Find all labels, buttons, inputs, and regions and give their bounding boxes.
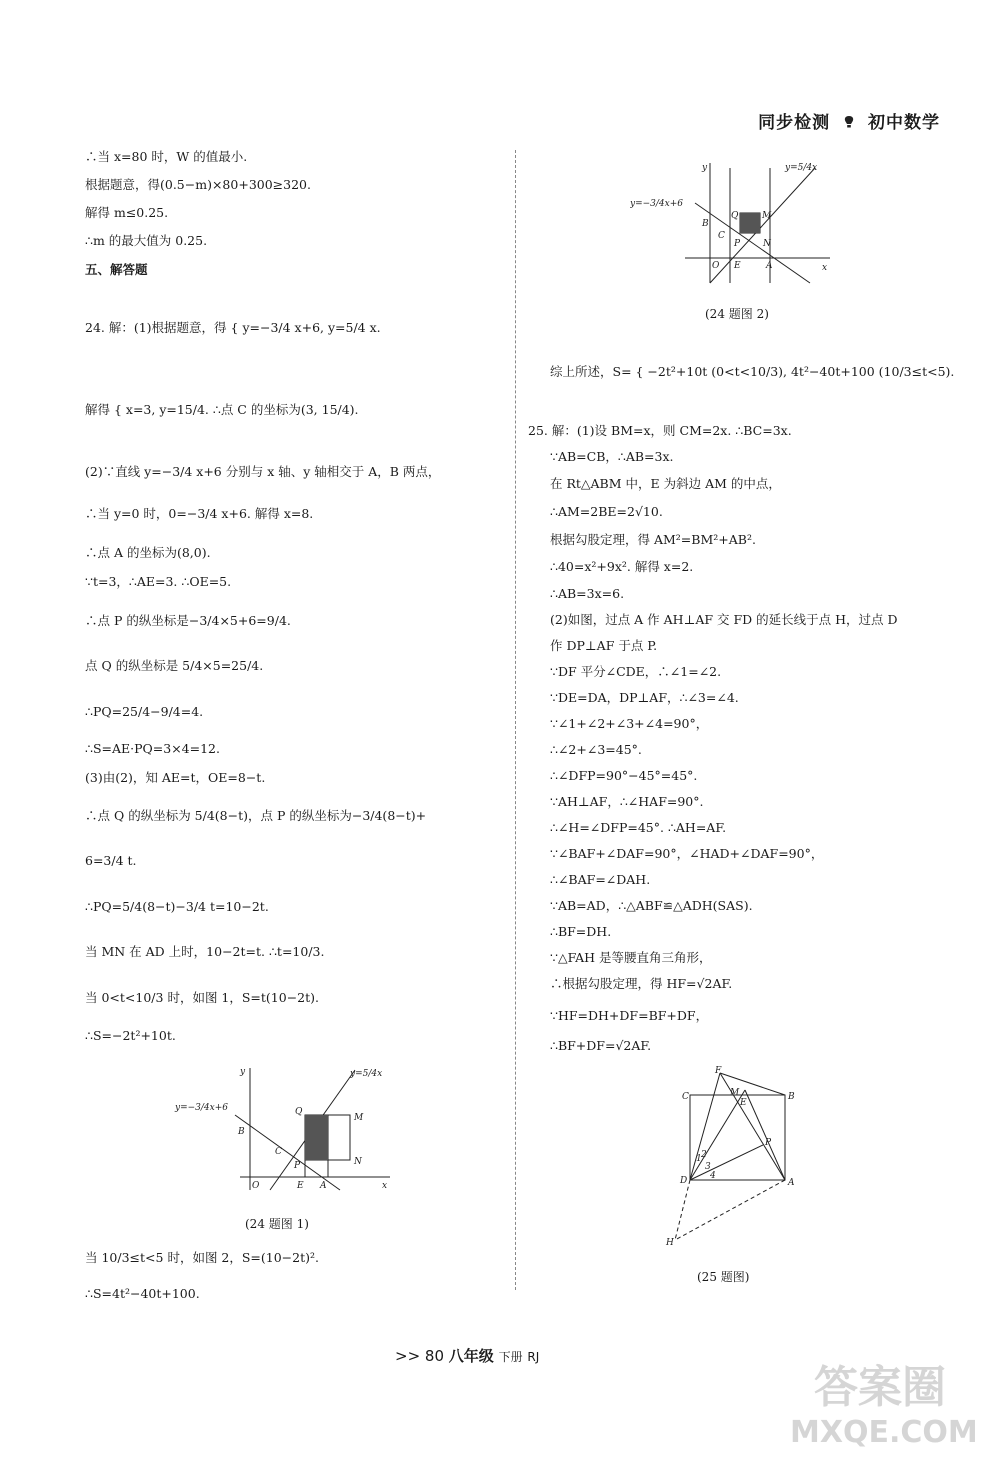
text-line: ∵DF 平分∠CDE，∴∠1=∠2.	[550, 664, 722, 679]
svg-text:2: 2	[701, 1150, 707, 1160]
text-line: ∴∠H=∠DFP=45°. ∴AH=AF.	[550, 820, 727, 835]
text-line: ∴40=x²+9x². 解得 x=2.	[550, 559, 694, 574]
figure-25-caption: (25 题图)	[697, 1270, 750, 1284]
text-line: 作 DP⊥AF 于点 P.	[550, 638, 658, 653]
text-line: ∴S=AE·PQ=3×4=12.	[85, 741, 220, 756]
figure-24-1	[170, 1060, 400, 1195]
header-series-title: 同步检测	[758, 113, 831, 133]
volume-label: 下册	[498, 1350, 523, 1364]
text-line: ∴当 x=80 时，W 的值最小.	[85, 149, 248, 164]
svg-text:1: 1	[696, 1154, 702, 1164]
svg-text:M: M	[354, 1113, 364, 1123]
svg-text:y: y	[702, 163, 708, 173]
text-line: 根据勾股定理，得 AM²=BM²+AB².	[550, 532, 756, 547]
svg-text:B: B	[702, 219, 709, 229]
footer-arrows: >>	[395, 1347, 421, 1365]
text-line: ∵∠BAF+∠DAF=90°，∠HAD+∠DAF=90°，	[550, 846, 824, 861]
text-line: (3)由(2)，知 AE=t，OE=8−t.	[85, 770, 266, 785]
svg-text:B: B	[238, 1127, 245, 1137]
watermark	[790, 1351, 978, 1461]
edition-label: RJ	[527, 1350, 540, 1364]
text-line: 24. 解：(1)根据题意，得 { y=−3/4 x+6, y=5/4 x.	[85, 320, 381, 335]
watermark-url: MXQE.COM	[790, 1415, 978, 1450]
text-line: 当 0<t<10/3 时，如图 1，S=t(10−2t).	[85, 990, 320, 1005]
figure-24-2-caption: (24 题图 2)	[705, 307, 769, 321]
text-line: ∴∠BAF=∠DAH.	[550, 872, 651, 887]
text-line: ∵DE=DA，DP⊥AF，∴∠3=∠4.	[550, 690, 739, 705]
svg-text:N: N	[354, 1157, 362, 1167]
section-heading: 五、解答题	[85, 262, 148, 277]
svg-text:M: M	[762, 211, 772, 221]
svg-text:x: x	[822, 263, 828, 273]
svg-text:P: P	[765, 1138, 772, 1148]
text-line: ∵AH⊥AF，∴∠HAF=90°.	[550, 794, 704, 809]
text-line: 解得 m≤0.25.	[85, 205, 169, 220]
text-line: 点 Q 的纵坐标是 5/4×5=25/4.	[85, 658, 264, 673]
text-line: ∴BF=DH.	[550, 924, 612, 939]
svg-text:O: O	[252, 1181, 260, 1191]
text-line: ∵△FAH 是等腰直角三角形，	[550, 950, 712, 965]
text-line: ∵AB=AD，∴△ABF≌△ADH(SAS).	[550, 898, 753, 913]
watermark-logo-text: 答案圈	[814, 1362, 946, 1413]
line1-label: y=−3/4x+6	[630, 199, 683, 209]
svg-text:P: P	[734, 239, 741, 249]
svg-text:E: E	[297, 1181, 304, 1191]
text-line: (2)∵直线 y=−3/4 x+6 分别与 x 轴、y 轴相交于 A，B 两点，	[85, 464, 441, 479]
text-line: 解得 { x=3, y=15/4. ∴点 C 的坐标为(3, 15/4).	[85, 402, 359, 417]
text-line: 根据题意，得(0.5−m)×80+300≥320.	[85, 177, 311, 192]
svg-text:B: B	[788, 1092, 795, 1102]
svg-text:N: N	[763, 239, 771, 249]
text-line: ∴∠2+∠3=45°.	[550, 742, 642, 757]
svg-text:M: M	[730, 1088, 740, 1098]
text-line: (2)如图，过点 A 作 AH⊥AF 交 FD 的延长线于点 H，过点 D	[550, 612, 898, 627]
text-line: ∵t=3，∴AE=3. ∴OE=5.	[85, 574, 232, 589]
text-line: ∴S=4t²−40t+100.	[85, 1286, 200, 1301]
text-line: ∴BF+DF=√2AF.	[550, 1038, 652, 1053]
text-line: ∴点 P 的纵坐标是−3/4×5+6=9/4.	[85, 613, 291, 628]
grade-label: 八年级	[448, 1347, 494, 1365]
text-line: ∴PQ=25/4−9/4=4.	[85, 704, 204, 719]
svg-text:D: D	[680, 1176, 688, 1186]
text-line: ∴当 y=0 时，0=−3/4 x+6. 解得 x=8.	[85, 506, 314, 521]
header-subject-title: 初中数学	[868, 113, 940, 133]
svg-text:H: H	[666, 1238, 674, 1248]
figure-24-1-caption: (24 题图 1)	[245, 1217, 309, 1231]
text-line: ∴AM=2BE=2√10.	[550, 504, 663, 519]
svg-text:C: C	[718, 231, 725, 241]
svg-text:O: O	[712, 261, 720, 271]
text-line: ∴PQ=5/4(8−t)−3/4 t=10−2t.	[85, 899, 269, 914]
svg-text:A: A	[320, 1181, 327, 1191]
svg-text:Q: Q	[295, 1107, 303, 1117]
text-line: ∴m 的最大值为 0.25.	[85, 233, 208, 248]
svg-text:C: C	[275, 1147, 282, 1157]
line2-label: y=5/4x	[785, 163, 818, 173]
lightbulb-icon	[843, 115, 855, 129]
text-line: ∴AB=3x=6.	[550, 586, 625, 601]
svg-text:E: E	[740, 1098, 747, 1108]
svg-text:C: C	[682, 1092, 689, 1102]
text-line: ∵HF=DH+DF=BF+DF，	[550, 1008, 709, 1023]
text-line: ∴根据勾股定理，得 HF=√2AF.	[550, 976, 733, 991]
figure-25	[660, 1065, 800, 1250]
svg-text:4: 4	[710, 1171, 716, 1181]
text-line: ∴S=−2t²+10t.	[85, 1028, 176, 1043]
svg-text:x: x	[382, 1181, 388, 1191]
text-line: 当 MN 在 AD 上时，10−2t=t. ∴t=10/3.	[85, 944, 325, 959]
svg-text:y: y	[240, 1067, 246, 1077]
page-footer	[395, 1345, 539, 1366]
svg-text:A: A	[766, 261, 773, 271]
text-line: ∴点 A 的坐标为(8,0).	[85, 545, 211, 560]
svg-text:F: F	[715, 1066, 722, 1076]
text-line: ∵∠1+∠2+∠3+∠4=90°，	[550, 716, 709, 731]
svg-text:P: P	[294, 1161, 301, 1171]
page-header	[758, 108, 940, 133]
page-number: 80	[424, 1347, 445, 1365]
column-divider	[515, 150, 516, 1290]
text-line: 6=3/4 t.	[85, 853, 137, 868]
text-line: ∴点 Q 的纵坐标为 5/4(8−t)，点 P 的纵坐标为−3/4(8−t)+	[85, 808, 427, 823]
line1-label: y=−3/4x+6	[175, 1103, 228, 1113]
text-line: 25. 解：(1)设 BM=x，则 CM=2x. ∴BC=3x.	[528, 423, 792, 438]
svg-text:A: A	[788, 1178, 795, 1188]
text-line: ∵AB=CB，∴AB=3x.	[550, 449, 674, 464]
text-line: ∴∠DFP=90°−45°=45°.	[550, 768, 698, 783]
text-line: 当 10/3≤t<5 时，如图 2，S=(10−2t)².	[85, 1250, 319, 1265]
text-line: 综上所述，S= { −2t²+10t (0<t<10/3), 4t²−40t+100 (10/3≤t<5).	[550, 364, 955, 379]
svg-text:E: E	[734, 261, 741, 271]
svg-text:Q: Q	[731, 211, 739, 221]
figure-24-2	[630, 158, 840, 288]
line2-label: y=5/4x	[350, 1069, 383, 1079]
svg-text:3: 3	[705, 1162, 711, 1172]
text-line: 在 Rt△ABM 中，E 为斜边 AM 的中点，	[550, 476, 781, 491]
